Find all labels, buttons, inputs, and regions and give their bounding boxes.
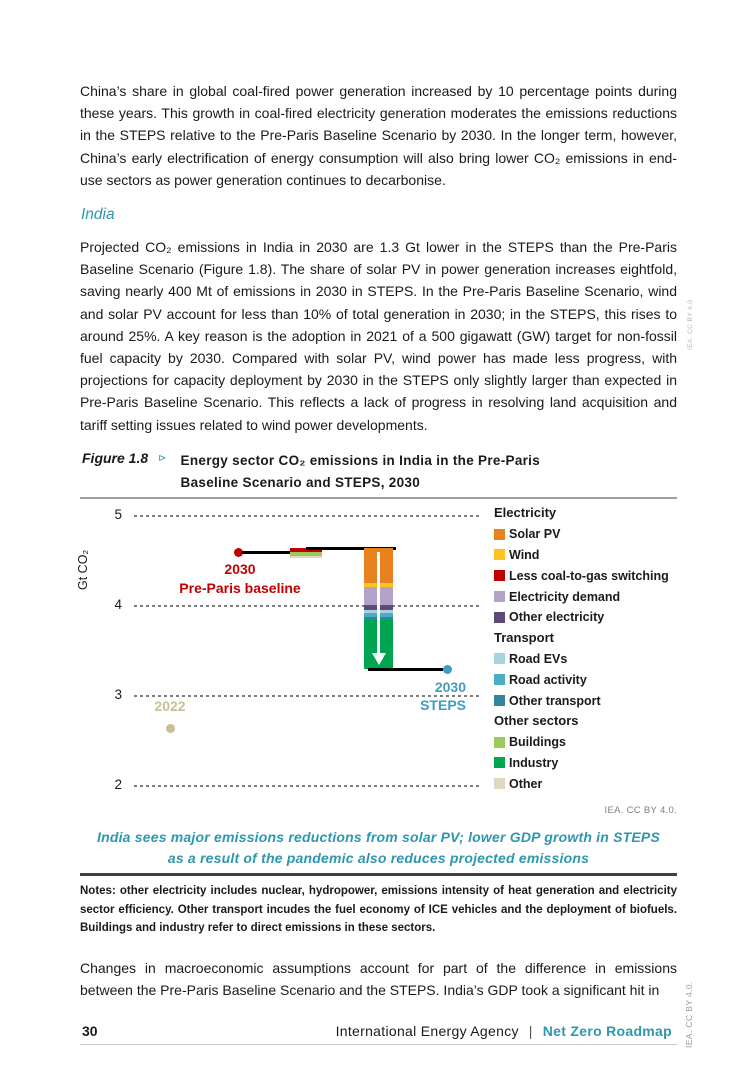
legend-swatch-icon (494, 737, 505, 748)
legend-item-label: Other transport (509, 693, 601, 708)
legend-item-label: Other (509, 776, 543, 791)
legend-swatch-icon (494, 653, 505, 664)
legend-item (494, 753, 678, 774)
grid-line (134, 785, 482, 787)
legend-item (494, 586, 678, 607)
legend-item (494, 565, 678, 586)
legend-item (494, 607, 678, 628)
figure-header (82, 450, 677, 493)
figure-title (181, 450, 591, 493)
legend-item-label: Wind (509, 547, 540, 562)
figure-caption-line1: India sees major emissions reductions from solar PV; lower GDP growth in STEPS (96, 829, 661, 845)
legend-swatch-icon (494, 591, 505, 602)
legend-item-label: Road activity (509, 672, 587, 687)
legend-swatch-icon (494, 695, 505, 706)
legend-item (494, 669, 678, 690)
legend-group-header: Transport (494, 629, 554, 645)
y-tick-label: 4 (114, 597, 122, 612)
label-baseline-name: Pre-Paris baseline (179, 580, 301, 596)
label-2022: 2022 (154, 698, 186, 715)
label-baseline-year: 2030 (224, 561, 256, 577)
grid-line (134, 515, 482, 517)
legend-item (494, 649, 678, 670)
legend-item (494, 545, 678, 566)
legend-item-label: Buildings (509, 735, 566, 750)
side-credit-top: IEA. CC BY 4.0. (687, 297, 694, 350)
data-point-2022 (166, 724, 175, 733)
side-credit-bottom: IEA. CC BY 4.0. (684, 981, 694, 1048)
chart-legend (494, 503, 678, 794)
legend-swatch-icon (494, 778, 505, 789)
legend-item-label: Electricity demand (509, 589, 621, 604)
figure-source: IEA. CC BY 4.0. (604, 805, 677, 816)
legend-item (494, 524, 678, 545)
footer-org: International Energy Agency (335, 1023, 519, 1039)
footer (80, 1023, 672, 1039)
figure-caption (80, 827, 677, 868)
arrow-head (372, 653, 386, 665)
footer-rule (80, 1044, 677, 1045)
legend-swatch-icon (494, 570, 505, 581)
footer-separator: | (528, 1023, 533, 1039)
paragraph-china: China’s share in global coal-fired power generation increased by 10 percentage points during these years. This growth in coal-fired electricity generation moderates the emissions reductions in the STEPS relative to the Pre-Paris Baseline Scenario by 2030. In the longer term, however, China’s early electrification of energy consumption will also bring lower CO₂ emissions in end-use sectors as power generation continues to decarbonise. (80, 83, 677, 188)
legend-swatch-icon (494, 757, 505, 768)
figure-title-line1: Energy sector CO₂ emissions in India in the Pre-Paris (180, 453, 541, 468)
legend-swatch-icon (494, 549, 505, 560)
grid-line (134, 605, 482, 607)
label-steps-year: 2030 (434, 679, 466, 695)
legend-item-label: Solar PV (509, 527, 561, 542)
figure-top-rule (80, 497, 677, 499)
legend-group-header: Electricity (494, 505, 557, 520)
label-steps-name: STEPS (420, 697, 466, 713)
legend-item (494, 690, 678, 711)
data-point-steps (443, 665, 452, 674)
y-tick-label: 3 (114, 687, 122, 702)
footer-report-title: Net Zero Roadmap (542, 1023, 672, 1039)
legend-swatch-icon (494, 529, 505, 540)
section-heading-india: India (81, 206, 115, 223)
paragraph-macro: Changes in macroeconomic assumptions account for part of the difference in emissions between the Pre-Paris Baseline Scenario and the STEPS. India’s GDP took a significant hit in (80, 960, 677, 999)
figure-number-label: Figure 1.8 (82, 450, 149, 466)
legend-swatch-icon (494, 674, 505, 685)
legend-item-label: Less coal-to-gas switching (509, 568, 669, 583)
connector-steps (368, 668, 443, 671)
y-tick-label: 5 (114, 507, 122, 522)
legend-group-header: Other sectors (494, 712, 579, 728)
figure-chart (76, 500, 680, 803)
figure-triangle-icon: ⊳ (158, 453, 167, 464)
footer-page-number: 30 (82, 1023, 98, 1039)
figure-notes: Notes: other electricity includes nuclear, hydropower, emissions intensity of heat generation and electricity sector efficiency. Other transport incudes the fuel economy of ICE vehicles and the deployment of biofuels. Buildings and industry refer to direct emissions in these sectors. (80, 885, 677, 935)
legend-item (494, 773, 678, 794)
figure-caption-line2: as a result of the pandemic also reduces projected emissions (167, 849, 590, 866)
legend-item-label: Other electricity (509, 610, 605, 625)
paragraph-india: Projected CO₂ emissions in India in 2030 are 1.3 Gt lower in the STEPS than the Pre-Paris Baseline Scenario (Figure 1.8). The share of solar PV in power generation increases eightfold, saving nearly 400 Mt of emissions in 2030 in STEPS. In the Pre-Paris Baseline Scenario, wind and solar PV account for less than 10% of total generation in 2030; in the STEPS, this rises to around 25%. A key reason is the adoption in 2021 of a 500 gigawatt (GW) target for non-fossil fuel capacity by 2030. Compared with solar PV, wind power has made less progress, with projections for capacity deployment by 2030 in the STEPS only slightly larger than expected in Pre-Paris Baseline Scenario. This reflects a lack of progress in resolving land acquisition and tariff setting issues related to wind power developments. (80, 239, 677, 433)
figure-title-line2: Baseline Scenario and STEPS, 2030 (180, 474, 421, 490)
y-axis-label: Gt CO₂ (76, 549, 90, 590)
legend-item-label: Road EVs (509, 651, 568, 666)
bar-other (290, 556, 322, 559)
y-tick-label: 2 (114, 777, 122, 792)
chart-plot (76, 500, 680, 803)
legend-swatch-icon (494, 612, 505, 623)
arrow-line (377, 552, 380, 654)
legend-item (494, 732, 678, 753)
legend-item-label: Industry (509, 755, 559, 770)
notes-top-rule (80, 873, 677, 876)
